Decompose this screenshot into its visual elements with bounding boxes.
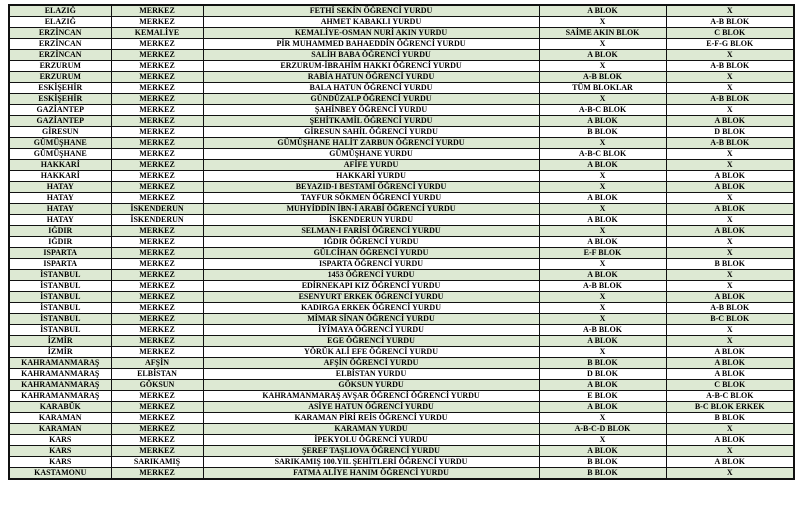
table-cell-block-b: D BLOK: [666, 127, 794, 138]
table-cell-block-a: A BLOK: [539, 193, 666, 204]
table-cell-block-b: A BLOK: [666, 457, 794, 468]
table-cell-city: KARABÜK: [9, 402, 111, 413]
table-cell-city: İZMİR: [9, 336, 111, 347]
table-row: [9, 369, 794, 380]
table-cell-block-a: X: [539, 94, 666, 105]
table-row: [9, 325, 794, 336]
table-cell-city: ESKİŞEHİR: [9, 94, 111, 105]
table-cell-block-a: A BLOK: [539, 380, 666, 391]
table-row: [9, 391, 794, 402]
table-cell-block-a: X: [539, 204, 666, 215]
table-cell-block-b: B BLOK: [666, 413, 794, 424]
table-cell-dormitory-name: BEYAZID-I BESTAMİ ÖĞRENCİ YURDU: [203, 182, 539, 193]
table-cell-district: MERKEZ: [111, 402, 203, 413]
table-cell-city: HATAY: [9, 182, 111, 193]
table-cell-block-a: A BLOK: [539, 215, 666, 226]
table-cell-dormitory-name: GÜMÜŞHANE HALİT ZARBUN ÖĞRENCİ YURDU: [203, 138, 539, 149]
table-cell-block-b: X: [666, 105, 794, 116]
table-cell-district: MERKEZ: [111, 193, 203, 204]
table-cell-block-a: X: [539, 39, 666, 50]
table-cell-dormitory-name: GÜLCİHAN ÖĞRENCİ YURDU: [203, 248, 539, 259]
table-row: [9, 5, 794, 17]
table-cell-block-b: X: [666, 281, 794, 292]
table-cell-city: KARAMAN: [9, 424, 111, 435]
table-cell-district: MERKEZ: [111, 116, 203, 127]
table-cell-dormitory-name: AFŞİN ÖĞRENCİ YURDU: [203, 358, 539, 369]
table-cell-dormitory-name: GİRESUN SAHİL ÖĞRENCİ YURDU: [203, 127, 539, 138]
table-cell-city: ERZURUM: [9, 72, 111, 83]
table-cell-city: KAHRAMANMARAŞ: [9, 380, 111, 391]
table-cell-city: KARS: [9, 435, 111, 446]
table-cell-block-b: B BLOK: [666, 259, 794, 270]
table-row: [9, 336, 794, 347]
table-cell-city: ESKİŞEHİR: [9, 83, 111, 94]
table-row: [9, 314, 794, 325]
table-cell-dormitory-name: AFİFE YURDU: [203, 160, 539, 171]
table-cell-block-a: X: [539, 17, 666, 28]
table-cell-block-a: X: [539, 413, 666, 424]
table-cell-block-a: X: [539, 314, 666, 325]
table-cell-dormitory-name: HAKKARİ YURDU: [203, 171, 539, 182]
table-cell-dormitory-name: FATMA ALİYE HANIM ÖĞRENCİ YURDU: [203, 468, 539, 480]
table-cell-dormitory-name: FETHİ SEKİN ÖĞRENCİ YURDU: [203, 5, 539, 17]
table-cell-dormitory-name: YÖRÜK ALİ EFE ÖĞRENCİ YURDU: [203, 347, 539, 358]
table-row: [9, 446, 794, 457]
table-cell-city: İSTANBUL: [9, 292, 111, 303]
table-cell-dormitory-name: EDİRNEKAPI KIZ ÖĞRENCİ YURDU: [203, 281, 539, 292]
table-cell-block-a: A BLOK: [539, 237, 666, 248]
table-row: [9, 193, 794, 204]
table-cell-dormitory-name: KEMALİYE-OSMAN NURİ AKIN YURDU: [203, 28, 539, 39]
table-cell-city: İSTANBUL: [9, 325, 111, 336]
table-cell-block-a: A-B-C BLOK: [539, 105, 666, 116]
table-cell-block-b: X: [666, 248, 794, 259]
table-cell-block-a: A BLOK: [539, 116, 666, 127]
table-row: [9, 347, 794, 358]
table-cell-city: KARS: [9, 446, 111, 457]
table-row: [9, 50, 794, 61]
table-cell-district: İSKENDERUN: [111, 215, 203, 226]
table-row: [9, 72, 794, 83]
table-cell-dormitory-name: ASİYE HATUN ÖĞRENCİ YURDU: [203, 402, 539, 413]
table-cell-district: MERKEZ: [111, 127, 203, 138]
table-cell-block-b: A BLOK: [666, 171, 794, 182]
table-cell-dormitory-name: IĞDIR ÖĞRENCİ YURDU: [203, 237, 539, 248]
table-cell-dormitory-name: ESENYURT ERKEK ÖĞRENCİ YURDU: [203, 292, 539, 303]
table-row: [9, 105, 794, 116]
table-cell-block-b: B-C BLOK: [666, 314, 794, 325]
table-cell-block-b: X: [666, 215, 794, 226]
table-cell-block-a: A BLOK: [539, 160, 666, 171]
table-cell-district: MERKEZ: [111, 17, 203, 28]
table-cell-block-a: A-B BLOK: [539, 325, 666, 336]
table-cell-block-a: X: [539, 347, 666, 358]
table-cell-block-a: A-B-C-D BLOK: [539, 424, 666, 435]
table-cell-district: MERKEZ: [111, 237, 203, 248]
dormitory-table-body: [9, 5, 794, 479]
table-cell-block-a: X: [539, 303, 666, 314]
table-cell-dormitory-name: TAYFUR SÖKMEN ÖĞRENCİ YURDU: [203, 193, 539, 204]
table-cell-dormitory-name: ERZURUM-İBRAHİM HAKKI ÖĞRENCİ YURDU: [203, 61, 539, 72]
table-cell-dormitory-name: ŞAHİNBEY ÖĞRENCİ YURDU: [203, 105, 539, 116]
table-cell-dormitory-name: ISPARTA ÖĞRENCİ YURDU: [203, 259, 539, 270]
table-row: [9, 413, 794, 424]
table-cell-dormitory-name: İPEKYOLU ÖĞRENCİ YURDU: [203, 435, 539, 446]
table-cell-block-a: B BLOK: [539, 358, 666, 369]
table-row: [9, 303, 794, 314]
table-cell-dormitory-name: RABİA HATUN ÖĞRENCİ YURDU: [203, 72, 539, 83]
table-cell-district: KEMALİYE: [111, 28, 203, 39]
table-cell-city: KAHRAMANMARAŞ: [9, 358, 111, 369]
table-row: [9, 61, 794, 72]
table-cell-city: ELAZIĞ: [9, 5, 111, 17]
table-cell-block-a: A BLOK: [539, 336, 666, 347]
table-row: [9, 424, 794, 435]
table-row: [9, 83, 794, 94]
table-row: [9, 39, 794, 50]
table-cell-block-b: X: [666, 424, 794, 435]
table-cell-block-b: X: [666, 5, 794, 17]
table-row: [9, 270, 794, 281]
table-cell-block-b: A BLOK: [666, 347, 794, 358]
table-cell-district: MERKEZ: [111, 160, 203, 171]
table-cell-block-a: A-B BLOK: [539, 72, 666, 83]
table-cell-block-b: C BLOK: [666, 28, 794, 39]
table-cell-block-a: D BLOK: [539, 369, 666, 380]
table-cell-district: MERKEZ: [111, 292, 203, 303]
table-cell-district: MERKEZ: [111, 182, 203, 193]
table-cell-city: HAKKARİ: [9, 160, 111, 171]
table-cell-dormitory-name: KADIRGA ERKEK ÖĞRENCİ YURDU: [203, 303, 539, 314]
table-cell-city: ELAZIĞ: [9, 17, 111, 28]
table-cell-block-a: X: [539, 259, 666, 270]
table-cell-district: MERKEZ: [111, 413, 203, 424]
table-cell-dormitory-name: BALA HATUN ÖĞRENCİ YURDU: [203, 83, 539, 94]
table-row: [9, 116, 794, 127]
table-cell-block-b: C BLOK: [666, 380, 794, 391]
table-cell-dormitory-name: GÖKSUN YURDU: [203, 380, 539, 391]
table-cell-district: MERKEZ: [111, 226, 203, 237]
table-cell-block-a: A BLOK: [539, 5, 666, 17]
table-cell-city: GAZİANTEP: [9, 116, 111, 127]
dormitory-table: [8, 4, 795, 480]
table-cell-district: İSKENDERUN: [111, 204, 203, 215]
table-cell-city: KAHRAMANMARAŞ: [9, 369, 111, 380]
table-cell-city: ISPARTA: [9, 259, 111, 270]
table-cell-block-b: A BLOK: [666, 435, 794, 446]
table-cell-district: MERKEZ: [111, 39, 203, 50]
table-row: [9, 17, 794, 28]
table-cell-block-a: X: [539, 435, 666, 446]
table-cell-district: MERKEZ: [111, 325, 203, 336]
table-cell-district: MERKEZ: [111, 5, 203, 17]
table-cell-block-b: X: [666, 72, 794, 83]
table-cell-dormitory-name: SARIKAMIŞ 100.YIL ŞEHİTLERİ ÖĞRENCİ YURDU: [203, 457, 539, 468]
table-cell-block-a: X: [539, 138, 666, 149]
table-cell-city: HATAY: [9, 193, 111, 204]
table-cell-block-a: A BLOK: [539, 446, 666, 457]
table-cell-city: GAZİANTEP: [9, 105, 111, 116]
table-cell-city: İSTANBUL: [9, 281, 111, 292]
table-cell-district: MERKEZ: [111, 468, 203, 480]
table-cell-city: IĞDIR: [9, 226, 111, 237]
table-cell-city: ERZİNCAN: [9, 39, 111, 50]
table-cell-city: HATAY: [9, 215, 111, 226]
table-cell-district: GÖKSUN: [111, 380, 203, 391]
table-cell-block-b: E-F-G BLOK: [666, 39, 794, 50]
table-row: [9, 160, 794, 171]
table-cell-district: MERKEZ: [111, 105, 203, 116]
table-cell-block-b: X: [666, 468, 794, 480]
table-cell-block-b: A BLOK: [666, 116, 794, 127]
table-cell-district: MERKEZ: [111, 83, 203, 94]
table-row: [9, 237, 794, 248]
table-row: [9, 380, 794, 391]
table-cell-city: GÜMÜŞHANE: [9, 138, 111, 149]
table-cell-city: ERZİNCAN: [9, 50, 111, 61]
table-row: [9, 204, 794, 215]
table-cell-dormitory-name: MİMAR SİNAN ÖĞRENCİ YURDU: [203, 314, 539, 325]
table-cell-dormitory-name: KARAMAN PİRİ REİS ÖĞRENCİ YURDU: [203, 413, 539, 424]
table-row: [9, 358, 794, 369]
table-row: [9, 468, 794, 480]
table-cell-block-a: SAİME AKIN BLOK: [539, 28, 666, 39]
table-cell-block-a: A BLOK: [539, 402, 666, 413]
table-row: [9, 435, 794, 446]
table-cell-district: MERKEZ: [111, 347, 203, 358]
table-cell-dormitory-name: EGE ÖĞRENCİ YURDU: [203, 336, 539, 347]
table-cell-block-b: A-B BLOK: [666, 17, 794, 28]
table-cell-district: MERKEZ: [111, 424, 203, 435]
table-cell-city: IĞDIR: [9, 237, 111, 248]
table-cell-block-b: A-B BLOK: [666, 94, 794, 105]
table-cell-block-a: A-B-C BLOK: [539, 149, 666, 160]
table-cell-city: ISPARTA: [9, 248, 111, 259]
table-cell-dormitory-name: ŞEREF TAŞLIOVA ÖĞRENCİ YURDU: [203, 446, 539, 457]
table-cell-district: MERKEZ: [111, 259, 203, 270]
table-cell-block-a: X: [539, 226, 666, 237]
table-cell-district: MERKEZ: [111, 391, 203, 402]
table-cell-block-a: A-B BLOK: [539, 281, 666, 292]
table-cell-city: KARS: [9, 457, 111, 468]
table-row: [9, 149, 794, 160]
table-cell-city: KARAMAN: [9, 413, 111, 424]
table-cell-block-b: A-B BLOK: [666, 138, 794, 149]
table-cell-district: MERKEZ: [111, 314, 203, 325]
table-cell-block-a: X: [539, 182, 666, 193]
table-row: [9, 94, 794, 105]
table-cell-block-b: X: [666, 325, 794, 336]
table-cell-block-a: TÜM BLOKLAR: [539, 83, 666, 94]
table-cell-dormitory-name: KARAMAN YURDU: [203, 424, 539, 435]
table-cell-block-a: B BLOK: [539, 468, 666, 480]
table-cell-block-a: X: [539, 292, 666, 303]
table-cell-district: MERKEZ: [111, 138, 203, 149]
table-cell-block-b: X: [666, 160, 794, 171]
table-row: [9, 248, 794, 259]
table-cell-district: MERKEZ: [111, 94, 203, 105]
table-cell-city: İSTANBUL: [9, 303, 111, 314]
table-cell-block-b: X: [666, 446, 794, 457]
table-cell-dormitory-name: 1453 ÖĞRENCİ YURDU: [203, 270, 539, 281]
table-cell-block-a: X: [539, 61, 666, 72]
table-cell-district: MERKEZ: [111, 50, 203, 61]
table-cell-block-b: X: [666, 50, 794, 61]
table-cell-block-b: X: [666, 237, 794, 248]
table-row: [9, 226, 794, 237]
table-row: [9, 138, 794, 149]
table-cell-city: HAKKARİ: [9, 171, 111, 182]
table-cell-district: MERKEZ: [111, 281, 203, 292]
table-row: [9, 281, 794, 292]
table-row: [9, 215, 794, 226]
table-cell-city: HATAY: [9, 204, 111, 215]
table-row: [9, 182, 794, 193]
table-row: [9, 171, 794, 182]
table-cell-block-b: X: [666, 83, 794, 94]
table-cell-block-a: E BLOK: [539, 391, 666, 402]
table-row: [9, 402, 794, 413]
table-cell-block-b: A BLOK: [666, 204, 794, 215]
table-cell-district: MERKEZ: [111, 435, 203, 446]
table-cell-dormitory-name: İYİMAYA ÖĞRENCİ YURDU: [203, 325, 539, 336]
table-cell-district: AFŞİN: [111, 358, 203, 369]
table-cell-district: SARIKAMIŞ: [111, 457, 203, 468]
table-cell-block-a: A BLOK: [539, 50, 666, 61]
table-cell-block-a: X: [539, 171, 666, 182]
table-cell-block-b: A-B BLOK: [666, 303, 794, 314]
table-cell-district: MERKEZ: [111, 61, 203, 72]
table-cell-dormitory-name: İSKENDERUN YURDU: [203, 215, 539, 226]
table-row: [9, 127, 794, 138]
table-cell-block-a: E-F BLOK: [539, 248, 666, 259]
table-cell-dormitory-name: GÜNDÜZALP ÖĞRENCİ YURDU: [203, 94, 539, 105]
table-cell-block-b: B-C BLOK ERKEK: [666, 402, 794, 413]
table-cell-block-b: A BLOK: [666, 358, 794, 369]
table-row: [9, 292, 794, 303]
table-cell-block-b: A-B-C BLOK: [666, 391, 794, 402]
table-cell-district: ELBİSTAN: [111, 369, 203, 380]
table-cell-dormitory-name: ELBİSTAN YURDU: [203, 369, 539, 380]
table-cell-dormitory-name: ŞEHİTKAMİL ÖĞRENCİ YURDU: [203, 116, 539, 127]
table-cell-dormitory-name: MUHYİDDİN İBN-İ ARABİ ÖĞRENCİ YURDU: [203, 204, 539, 215]
table-cell-dormitory-name: KAHRAMANMARAŞ AVŞAR ÖĞRENCİ ÖĞRENCİ YURDU: [203, 391, 539, 402]
table-cell-district: MERKEZ: [111, 248, 203, 259]
table-cell-block-b: A BLOK: [666, 292, 794, 303]
table-cell-city: GİRESUN: [9, 127, 111, 138]
table-cell-block-b: X: [666, 270, 794, 281]
table-cell-district: MERKEZ: [111, 446, 203, 457]
table-row: [9, 259, 794, 270]
table-row: [9, 28, 794, 39]
table-cell-district: MERKEZ: [111, 149, 203, 160]
table-cell-block-b: A BLOK: [666, 182, 794, 193]
table-cell-dormitory-name: SALİH BABA ÖĞRENCİ YURDU: [203, 50, 539, 61]
table-cell-dormitory-name: GÜMÜŞHANE YURDU: [203, 149, 539, 160]
table-cell-block-b: A-B BLOK: [666, 61, 794, 72]
table-cell-city: KASTAMONU: [9, 468, 111, 480]
table-cell-block-b: X: [666, 193, 794, 204]
table-cell-block-a: A BLOK: [539, 270, 666, 281]
table-cell-block-a: B BLOK: [539, 457, 666, 468]
table-cell-dormitory-name: SELMAN-I FARİSİ ÖĞRENCİ YURDU: [203, 226, 539, 237]
table-cell-city: ERZURUM: [9, 61, 111, 72]
table-cell-district: MERKEZ: [111, 171, 203, 182]
table-cell-block-b: X: [666, 336, 794, 347]
table-cell-district: MERKEZ: [111, 336, 203, 347]
table-row: [9, 457, 794, 468]
table-cell-city: ERZİNCAN: [9, 28, 111, 39]
table-cell-city: İSTANBUL: [9, 270, 111, 281]
table-cell-dormitory-name: PİR MUHAMMED BAHAEDDİN ÖĞRENCİ YURDU: [203, 39, 539, 50]
table-cell-city: İZMİR: [9, 347, 111, 358]
table-cell-block-b: A BLOK: [666, 226, 794, 237]
table-cell-block-b: A BLOK: [666, 369, 794, 380]
table-cell-block-b: X: [666, 149, 794, 160]
table-cell-city: KAHRAMANMARAŞ: [9, 391, 111, 402]
table-cell-district: MERKEZ: [111, 303, 203, 314]
table-cell-district: MERKEZ: [111, 270, 203, 281]
table-cell-city: GÜMÜŞHANE: [9, 149, 111, 160]
table-cell-block-a: B BLOK: [539, 127, 666, 138]
table-cell-city: İSTANBUL: [9, 314, 111, 325]
table-cell-dormitory-name: AHMET KABAKLI YURDU: [203, 17, 539, 28]
table-cell-district: MERKEZ: [111, 72, 203, 83]
